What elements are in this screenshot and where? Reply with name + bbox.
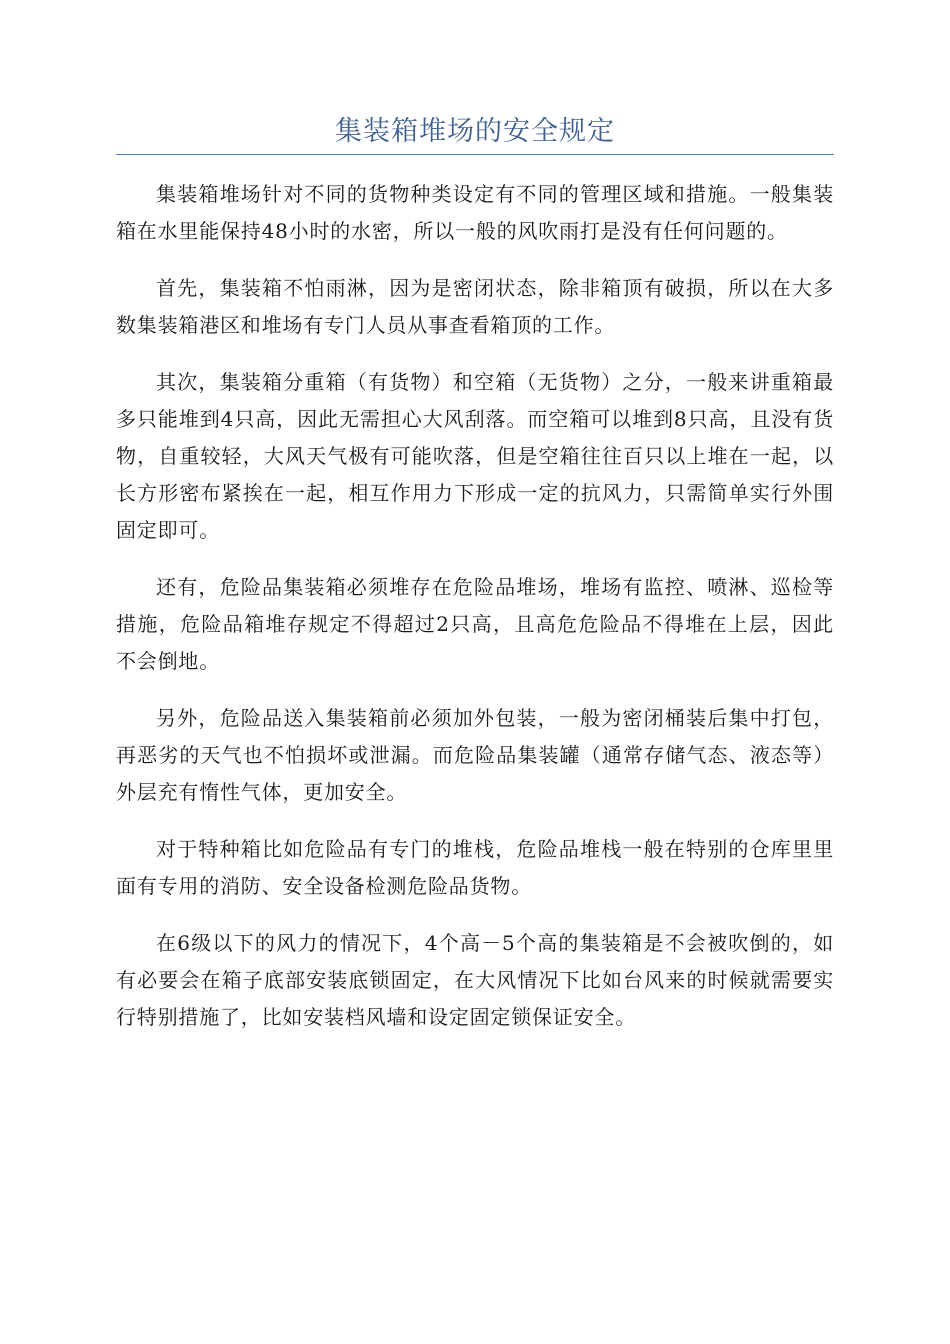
paragraph-second: 其次，集装箱分重箱（有货物）和空箱（无货物）之分，一般来讲重箱最多只能堆到4只高，因此无需担心大风刮落。而空箱可以堆到8只高，且没有货物，自重较轻，大风天气极有可能吹落，但是空箱往往百只以上堆在一起，以长方形密布紧挨在一起，相互作用力下形成一定的抗风力，只需简单实行外围固定即可。 [116, 370, 834, 542]
document-body [116, 176, 834, 1056]
paragraph-fifth: 对于特种箱比如危险品有专门的堆栈，危险品堆栈一般在特别的仓库里里面有专用的消防、安全设备检测危险品货物。 [116, 837, 834, 898]
paragraph-third: 还有，危险品集装箱必须堆存在危险品堆场，堆场有监控、喷淋、巡检等措施，危险品箱堆存规定不得超过2只高，且高危危险品不得堆在上层，因此不会倒地。 [116, 575, 834, 673]
paragraph-first: 首先，集装箱不怕雨淋，因为是密闭状态，除非箱顶有破损，所以在大多数集装箱港区和堆场有专门人员从事查看箱顶的工作。 [116, 276, 834, 337]
title-underline [116, 154, 834, 155]
paragraph-fourth: 另外，危险品送入集装箱前必须加外包装，一般为密闭桶装后集中打包，再恶劣的天气也不怕损坏或泄漏。而危险品集装罐（通常存储气态、液态等）外层充有惰性气体，更加安全。 [116, 706, 834, 804]
paragraph-sixth: 在6级以下的风力的情况下，4个高－5个高的集装箱是不会被吹倒的，如有必要会在箱子底部安装底锁固定，在大风情况下比如台风来的时候就需要实行特别措施了，比如安装档风墙和设定固定锁保证安全。 [116, 931, 834, 1029]
document-title: 集装箱堆场的安全规定 [335, 116, 615, 147]
paragraph-intro: 集装箱堆场针对不同的货物种类设定有不同的管理区域和措施。一般集装箱在水里能保持48小时的水密，所以一般的风吹雨打是没有任何问题的。 [116, 182, 834, 243]
